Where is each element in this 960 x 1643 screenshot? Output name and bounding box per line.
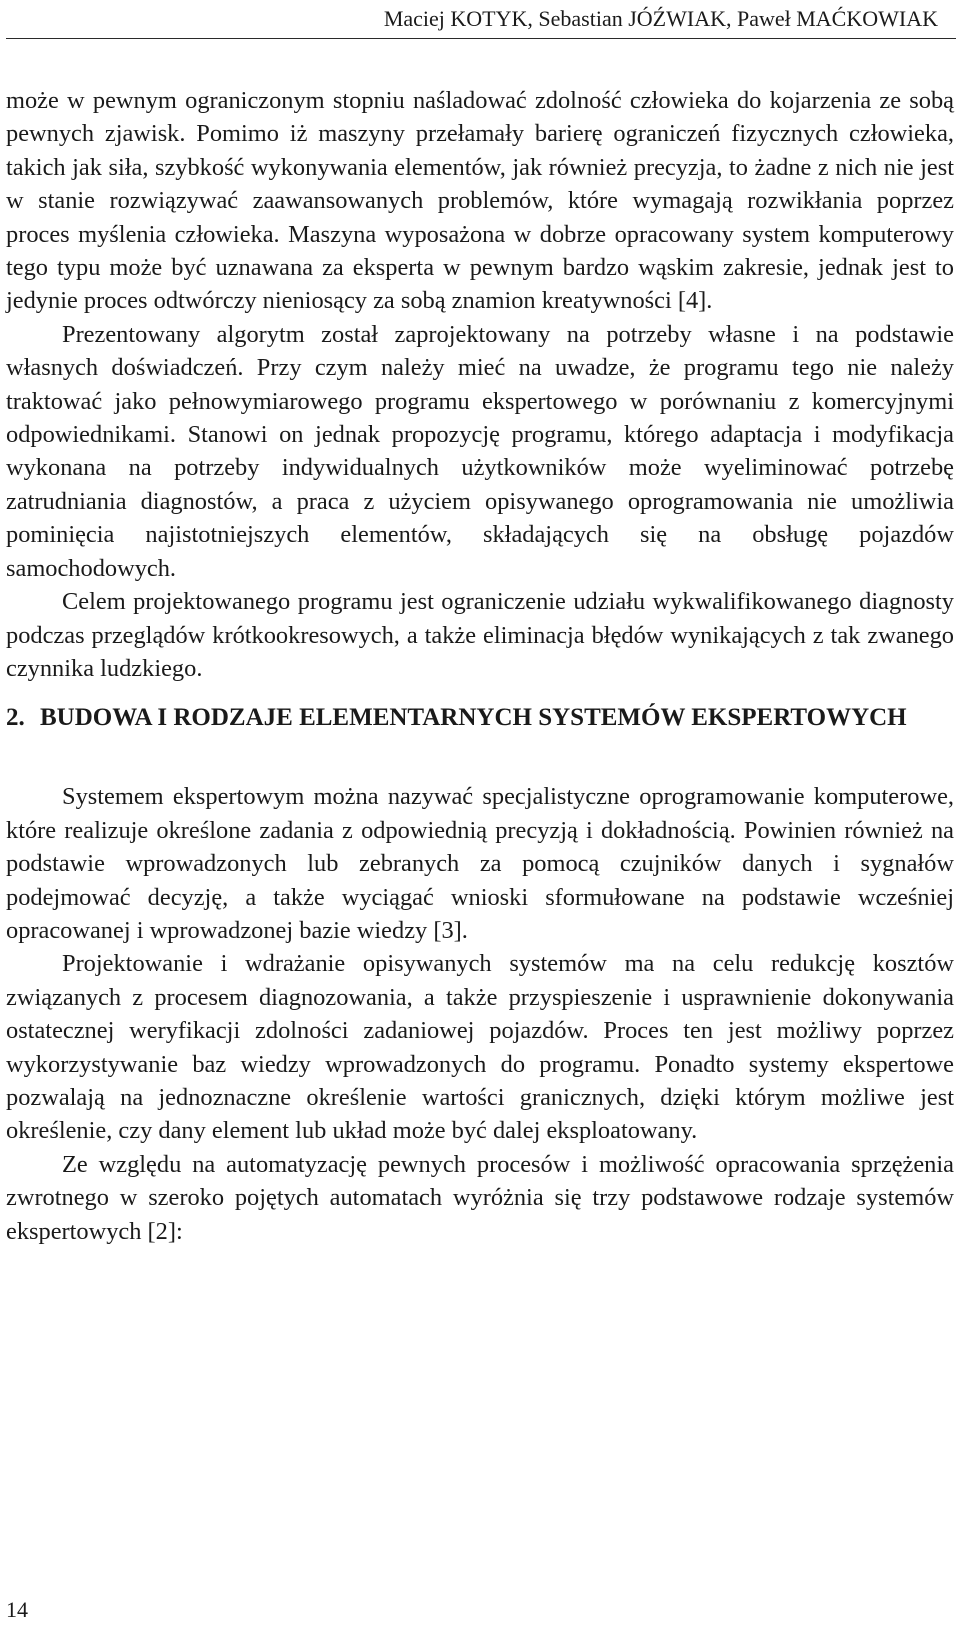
section-heading <box>6 685 954 780</box>
body-paragraph: Ze względu na automatyzację pewnych procesów i możliwość opracowania sprzężenia zwrotnego w szeroko pojętych automatach wyróżnia się trzy podstawowe rodzaje systemów ekspertowych [2]: <box>6 1150 954 1245</box>
section-title: BUDOWA I RODZAJE ELEMENTARNYCH SYSTEMÓW EKSPERTOWYCH <box>40 704 907 732</box>
body-paragraph: Projektowanie i wdrażanie opisywanych systemów ma na celu redukcję kosztów związanych z procesem diagnozowania, a także przyspieszenie i usprawnienie dokonywania ostatecznej weryfikacji zdolności zadaniowej pojazdów. Proces ten jest możliwy poprzez wykorzystywanie baz wiedzy wprowadzonych do programu. Ponadto systemy ekspertowe pozwalają na jednoznaczne określenie wartości granicznych, dzięki którym możliwe jest określenie, czy dany element lub układ może być dalej eksploatowany. <box>6 950 954 1145</box>
header-rule <box>6 38 956 39</box>
body-paragraph: może w pewnym ograniczonym stopniu naśladować zdolność człowieka do kojarzenia ze sobą pewnych zjawisk. Pomimo iż maszyny przełamały barierę ograniczeń fizycznych człowieka, takich jak siła, szybkość wykonywania elementów, jak również precyzja, to żadne z nich nie jest w stanie rozwiązywać zaawansowanych problemów, które wymagają rozwikłania poprzez proces myślenia człowieka. Maszyna wyposażona w dobrze opracowany system komputerowy tego typu może być uznawana za eksperta w pewnym bardzo wąskim zakresie, jednak jest to jedynie proces odtwórczy nieniosący za sobą znamion kreatywności [4]. <box>6 87 954 315</box>
body-paragraph: Prezentowany algorytm został zaprojektowany na potrzeby własne i na podstawie własnych doświadczeń. Przy czym należy mieć na uwadze, że programu tego nie należy traktować jako pełnowymiarowego programu ekspertowego w porównaniu z komercyjnymi odpowiednikami. Stanowi on jednak propozycję programu, którego adaptacja i modyfikacja wykonana na potrzeby indywidualnych użytkowników może wyeliminować potrzebę zatrudniania diagnostów, a praca z użyciem opisywanego oprogramowania nie umożliwia pominięcia najistotniejszych elementów, składających się na obsługę pojazdów samochodowych. <box>6 320 954 582</box>
running-head: Maciej KOTYK, Sebastian JÓŹWIAK, Paweł MAĆKOWIAK <box>383 6 938 31</box>
page-number: 14 <box>6 1597 28 1622</box>
page-body <box>6 84 954 1248</box>
body-paragraph: Celem projektowanego programu jest ograniczenie udziału wykwalifikowanego diagnosty podczas przeglądów krótkookresowych, a także eliminacja błędów wynikających z tak zwanego czynnika ludzkiego. <box>6 588 954 682</box>
section-number: 2. <box>6 704 25 732</box>
body-paragraph: Systemem ekspertowym można nazywać specjalistyczne oprogramowanie komputerowe, które realizuje określone zadania z odpowiednią precyzją i dokładnością. Powinien również na podstawie wprowadzonych lub zebranych za pomocą czujników danych i sygnałów podejmować decyzję, a także wyciągać wnioski sformułowane na podstawie wcześniej opracowanej i wprowadzonej bazie wiedzy [3]. <box>6 783 954 944</box>
